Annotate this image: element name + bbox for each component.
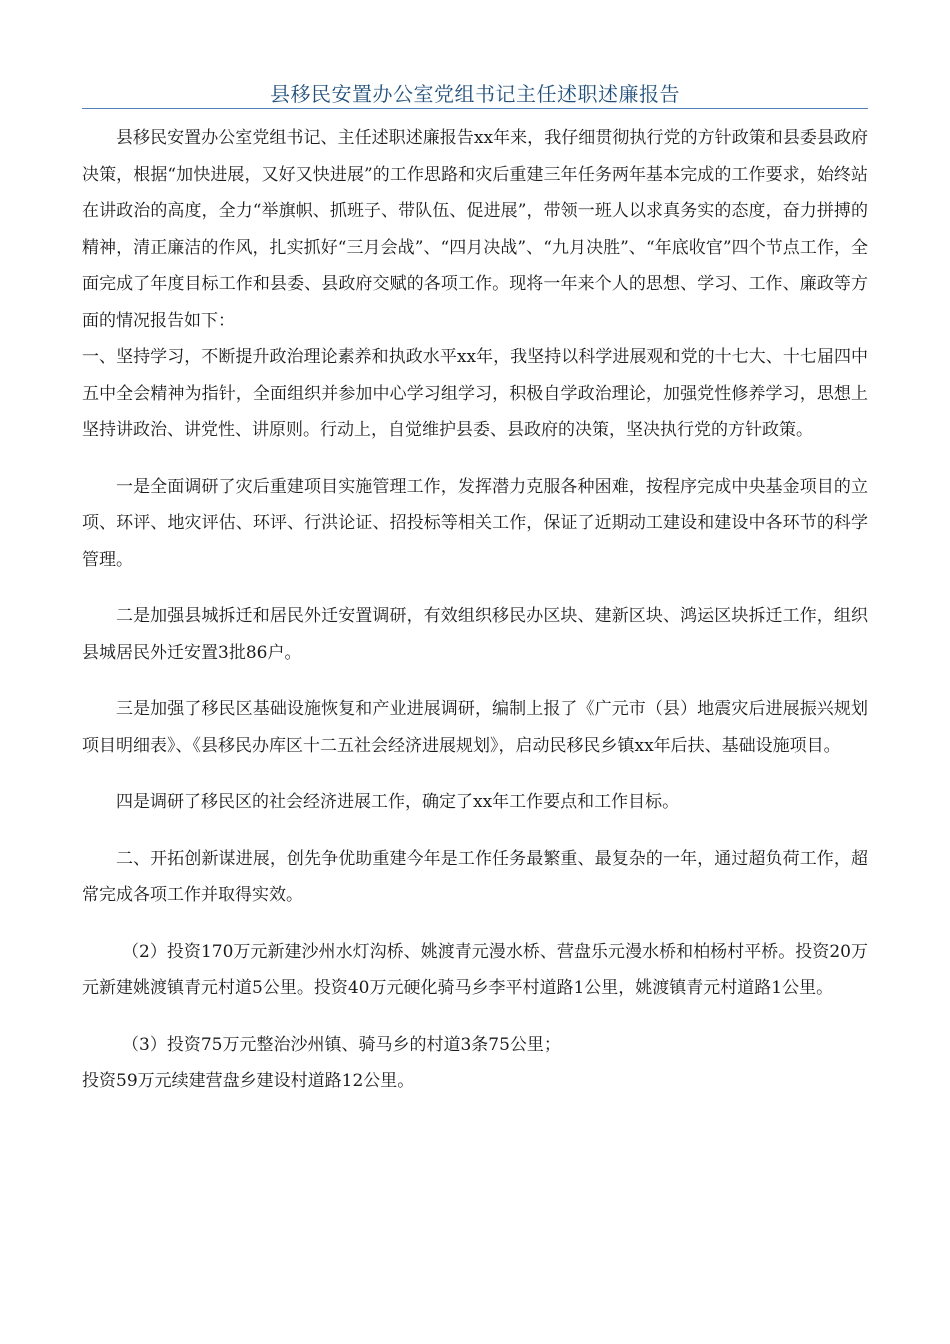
document-title: 县移民安置办公室党组书记主任述职述廉报告 <box>270 82 680 106</box>
paragraph-item-four: 四是调研了移民区的社会经济进展工作，确定了xx年工作要点和工作目标。 <box>116 792 680 812</box>
paragraph-section-one: 一、坚持学习，不断提升政治理论素养和执政水平xx年，我坚持以科学进展观和党的十七大、十七届四中五中全会精神为指针，全面组织并参加中心学习组学习，积极自学政治理论，加强党性修养学习，思想上坚持讲政治、讲党性、讲原则。行动上，自觉维护县委、县政府的决策，坚决执行党的方针政策。 <box>82 347 868 440</box>
paragraph-subitem-3-continued: 投资59万元续建营盘乡建设村道路12公里。 <box>82 1071 415 1091</box>
document-body <box>82 120 868 1100</box>
paragraph-item-three: 三是加强了移民区基础设施恢复和产业进展调研，编制上报了《广元市（县）地震灾后进展振兴规划项目明细表》、《县移民办库区十二五社会经济进展规划》，启动民移民乡镇xx年后扶、基础设施项目。 <box>82 699 868 756</box>
paragraph-section-two: 二、开拓创新谋进展，创先争优助重建今年是工作任务最繁重、最复杂的一年，通过超负荷工作，超常完成各项工作并取得实效。 <box>82 848 868 905</box>
paragraph-subitem-3: （3）投资75万元整治沙州镇、骑马乡的村道3条75公里； <box>122 1034 561 1055</box>
paragraph-subitem-2: （2）投资170万元新建沙州水灯沟桥、姚渡青元漫水桥、营盘乐元漫水桥和柏杨村平桥。投资20万元新建姚渡镇青元村道5公里。投资40万元硬化骑马乡李平村道路1公里，姚渡镇青元村道路1公里。 <box>82 941 868 998</box>
paragraph-item-two: 二是加强县城拆迁和居民外迁安置调研，有效组织移民办区块、建新区块、鸿运区块拆迁工作，组织县城居民外迁安置3批86户。 <box>82 606 868 663</box>
title-underline <box>82 108 868 109</box>
paragraph-intro: 县移民安置办公室党组书记、主任述职述廉报告xx年来，我仔细贯彻执行党的方针政策和县委县政府决策，根据“加快进展，又好又快进展”的工作思路和灾后重建三年任务两年基本完成的工作要求，始终站在讲政治的高度，全力“举旗帜、抓班子、带队伍、促进展”，带领一班人以求真务实的态度，奋力拼搏的精神，清正廉洁的作风，扎实抓好“三月会战”、“四月决战”、“九月决胜”、“年底收官”四个节点工作，全面完成了年度目标工作和县委、县政府交赋的各项工作。现将一年来个人的思想、学习、工作、廉政等方面的情况报告如下： <box>82 128 868 331</box>
paragraph-item-one: 一是全面调研了灾后重建项目实施管理工作，发挥潜力克服各种困难，按程序完成中央基金项目的立项、环评、地灾评估、环评、行洪论证、招投标等相关工作，保证了近期动工建设和建设中各环节的科学管理。 <box>82 476 868 570</box>
